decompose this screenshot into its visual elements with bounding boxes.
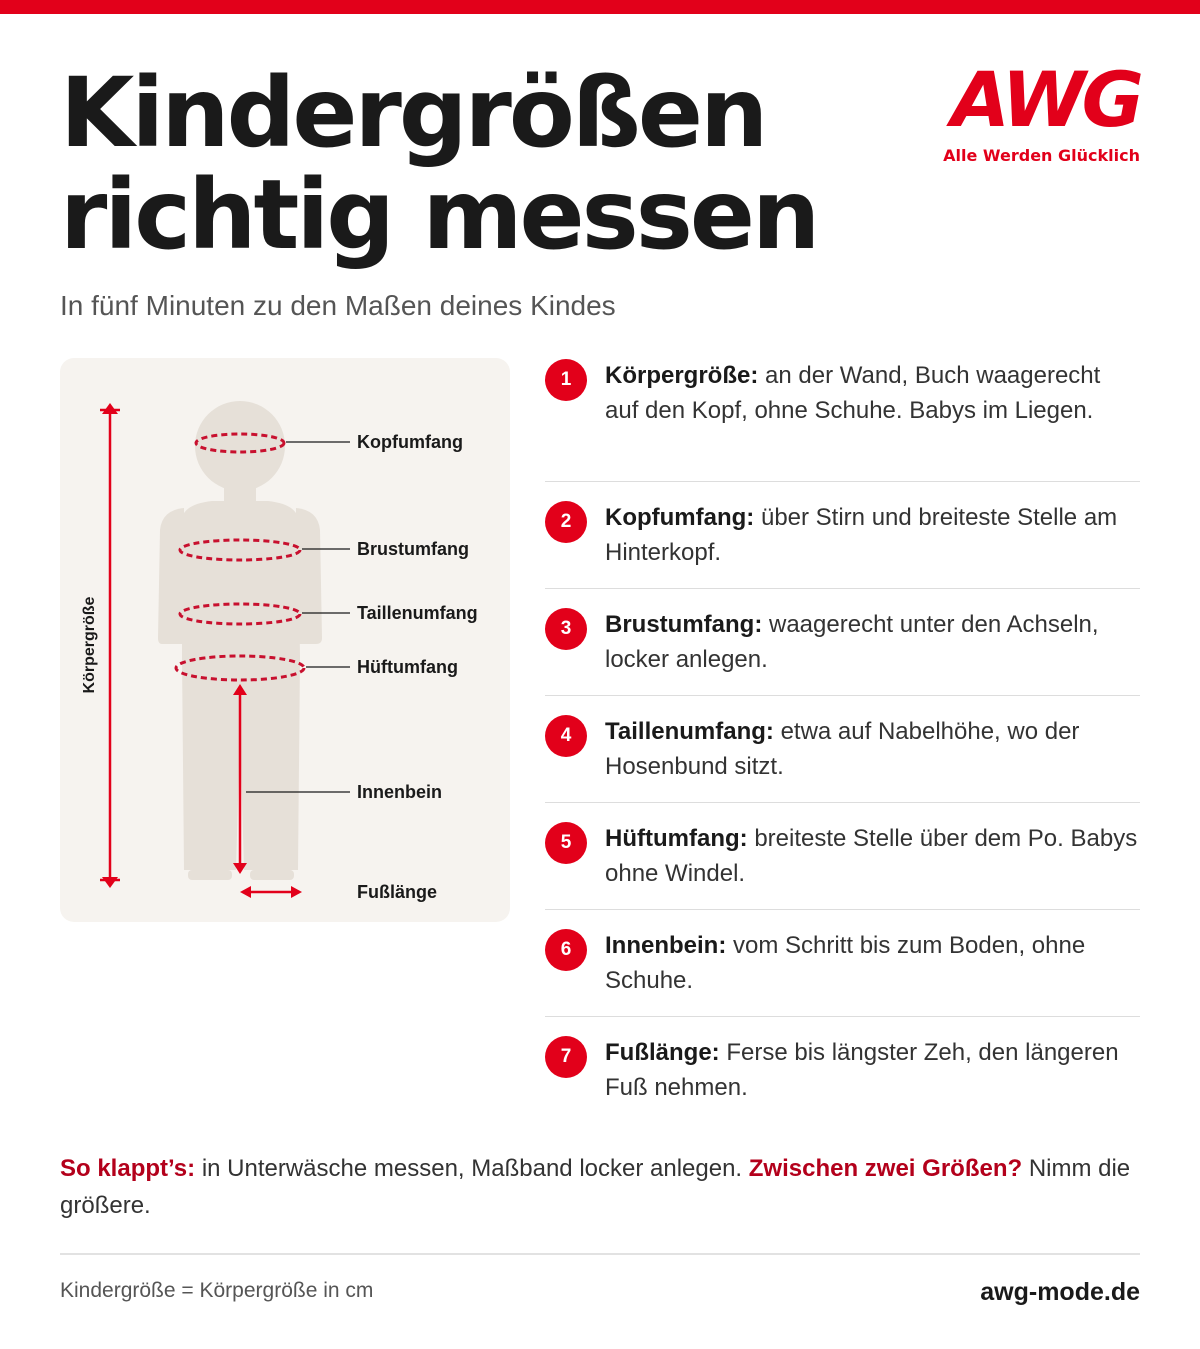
foot-length-arrow	[240, 886, 302, 898]
logo-wordmark: AWG	[951, 55, 1140, 144]
hip-label: Hüftumfang	[357, 657, 458, 677]
step-term: Hüftumfang:	[605, 825, 748, 852]
step-item	[545, 803, 1140, 910]
logo-claim: Alle Werden Glücklich	[943, 146, 1140, 165]
step-term: Innenbein:	[605, 932, 727, 959]
step-number-badge: 4	[545, 715, 587, 757]
step-item	[545, 910, 1140, 1017]
step-item	[545, 482, 1140, 589]
step-number-badge: 7	[545, 1036, 587, 1078]
step-item	[545, 696, 1140, 803]
step-description: etwa auf Nabelhöhe, wo der Hosenbund sitzt.	[605, 718, 1080, 780]
step-item	[545, 589, 1140, 696]
step-term: Brustumfang:	[605, 611, 763, 638]
awg-logo	[940, 55, 1140, 172]
tip-question: Zwischen zwei Größen?	[748, 1155, 1023, 1182]
step-text	[605, 358, 1140, 428]
footer-url-link[interactable]: awg-mode.de	[980, 1278, 1140, 1306]
tip-text: in Unterwäsche messen, Maßband locker anlegen.	[201, 1155, 743, 1182]
top-accent-bar	[0, 0, 1200, 14]
inseam-label: Innenbein	[357, 782, 442, 802]
step-text	[605, 607, 1140, 677]
tip-answer: Nimm die größere.	[60, 1155, 1131, 1219]
step-term: Kopfumfang:	[605, 504, 755, 531]
head-label: Kopfumfang	[357, 432, 463, 452]
step-description: vom Schritt bis zum Boden, ohne Schuhe.	[605, 932, 1086, 994]
child-silhouette-diagram	[60, 358, 510, 922]
chest-label: Brustumfang	[357, 539, 469, 559]
step-number-badge: 3	[545, 608, 587, 650]
step-item	[545, 358, 1140, 482]
tip-box	[60, 1150, 1140, 1224]
step-text	[605, 928, 1140, 998]
step-text	[605, 500, 1140, 570]
height-label: Körpergröße	[81, 596, 98, 694]
page-title	[60, 57, 920, 271]
footer-note: Kindergröße = Körpergröße in cm	[60, 1279, 374, 1302]
step-number-badge: 1	[545, 359, 587, 401]
steps-list	[545, 358, 1140, 1124]
page-subtitle: In fünf Minuten zu den Maßen deines Kindes	[60, 290, 616, 321]
tip-lead: So klappt’s:	[60, 1155, 196, 1182]
waist-label: Taillenumfang	[357, 603, 478, 623]
step-description: breiteste Stelle über dem Po. Babys ohne Windel.	[605, 825, 1138, 887]
footer-divider	[60, 1253, 1140, 1255]
step-term: Fußlänge:	[605, 1039, 720, 1066]
step-number-badge: 6	[545, 929, 587, 971]
foot-label: Fußlänge	[357, 882, 437, 902]
title-line-2: richtig messen	[60, 159, 818, 271]
step-item	[545, 1017, 1140, 1124]
step-description: über Stirn und breiteste Stelle am Hinterkopf.	[605, 504, 1118, 566]
title-line-1: Kindergrößen	[60, 57, 766, 169]
step-description: an der Wand, Buch waagerecht auf den Kopf, ohne Schuhe. Babys im Liegen.	[605, 362, 1101, 424]
step-text	[605, 714, 1140, 784]
step-term: Körpergröße:	[605, 362, 759, 389]
measurement-figure	[60, 358, 510, 922]
step-number-badge: 5	[545, 822, 587, 864]
step-term: Taillenumfang:	[605, 718, 774, 745]
step-number-badge: 2	[545, 501, 587, 543]
step-description: Ferse bis längster Zeh, den längeren Fuß nehmen.	[605, 1039, 1119, 1101]
step-description: waagerecht unter den Achseln, locker anlegen.	[605, 611, 1099, 673]
step-text	[605, 1035, 1140, 1105]
step-text	[605, 821, 1140, 891]
height-arrow	[100, 403, 120, 888]
